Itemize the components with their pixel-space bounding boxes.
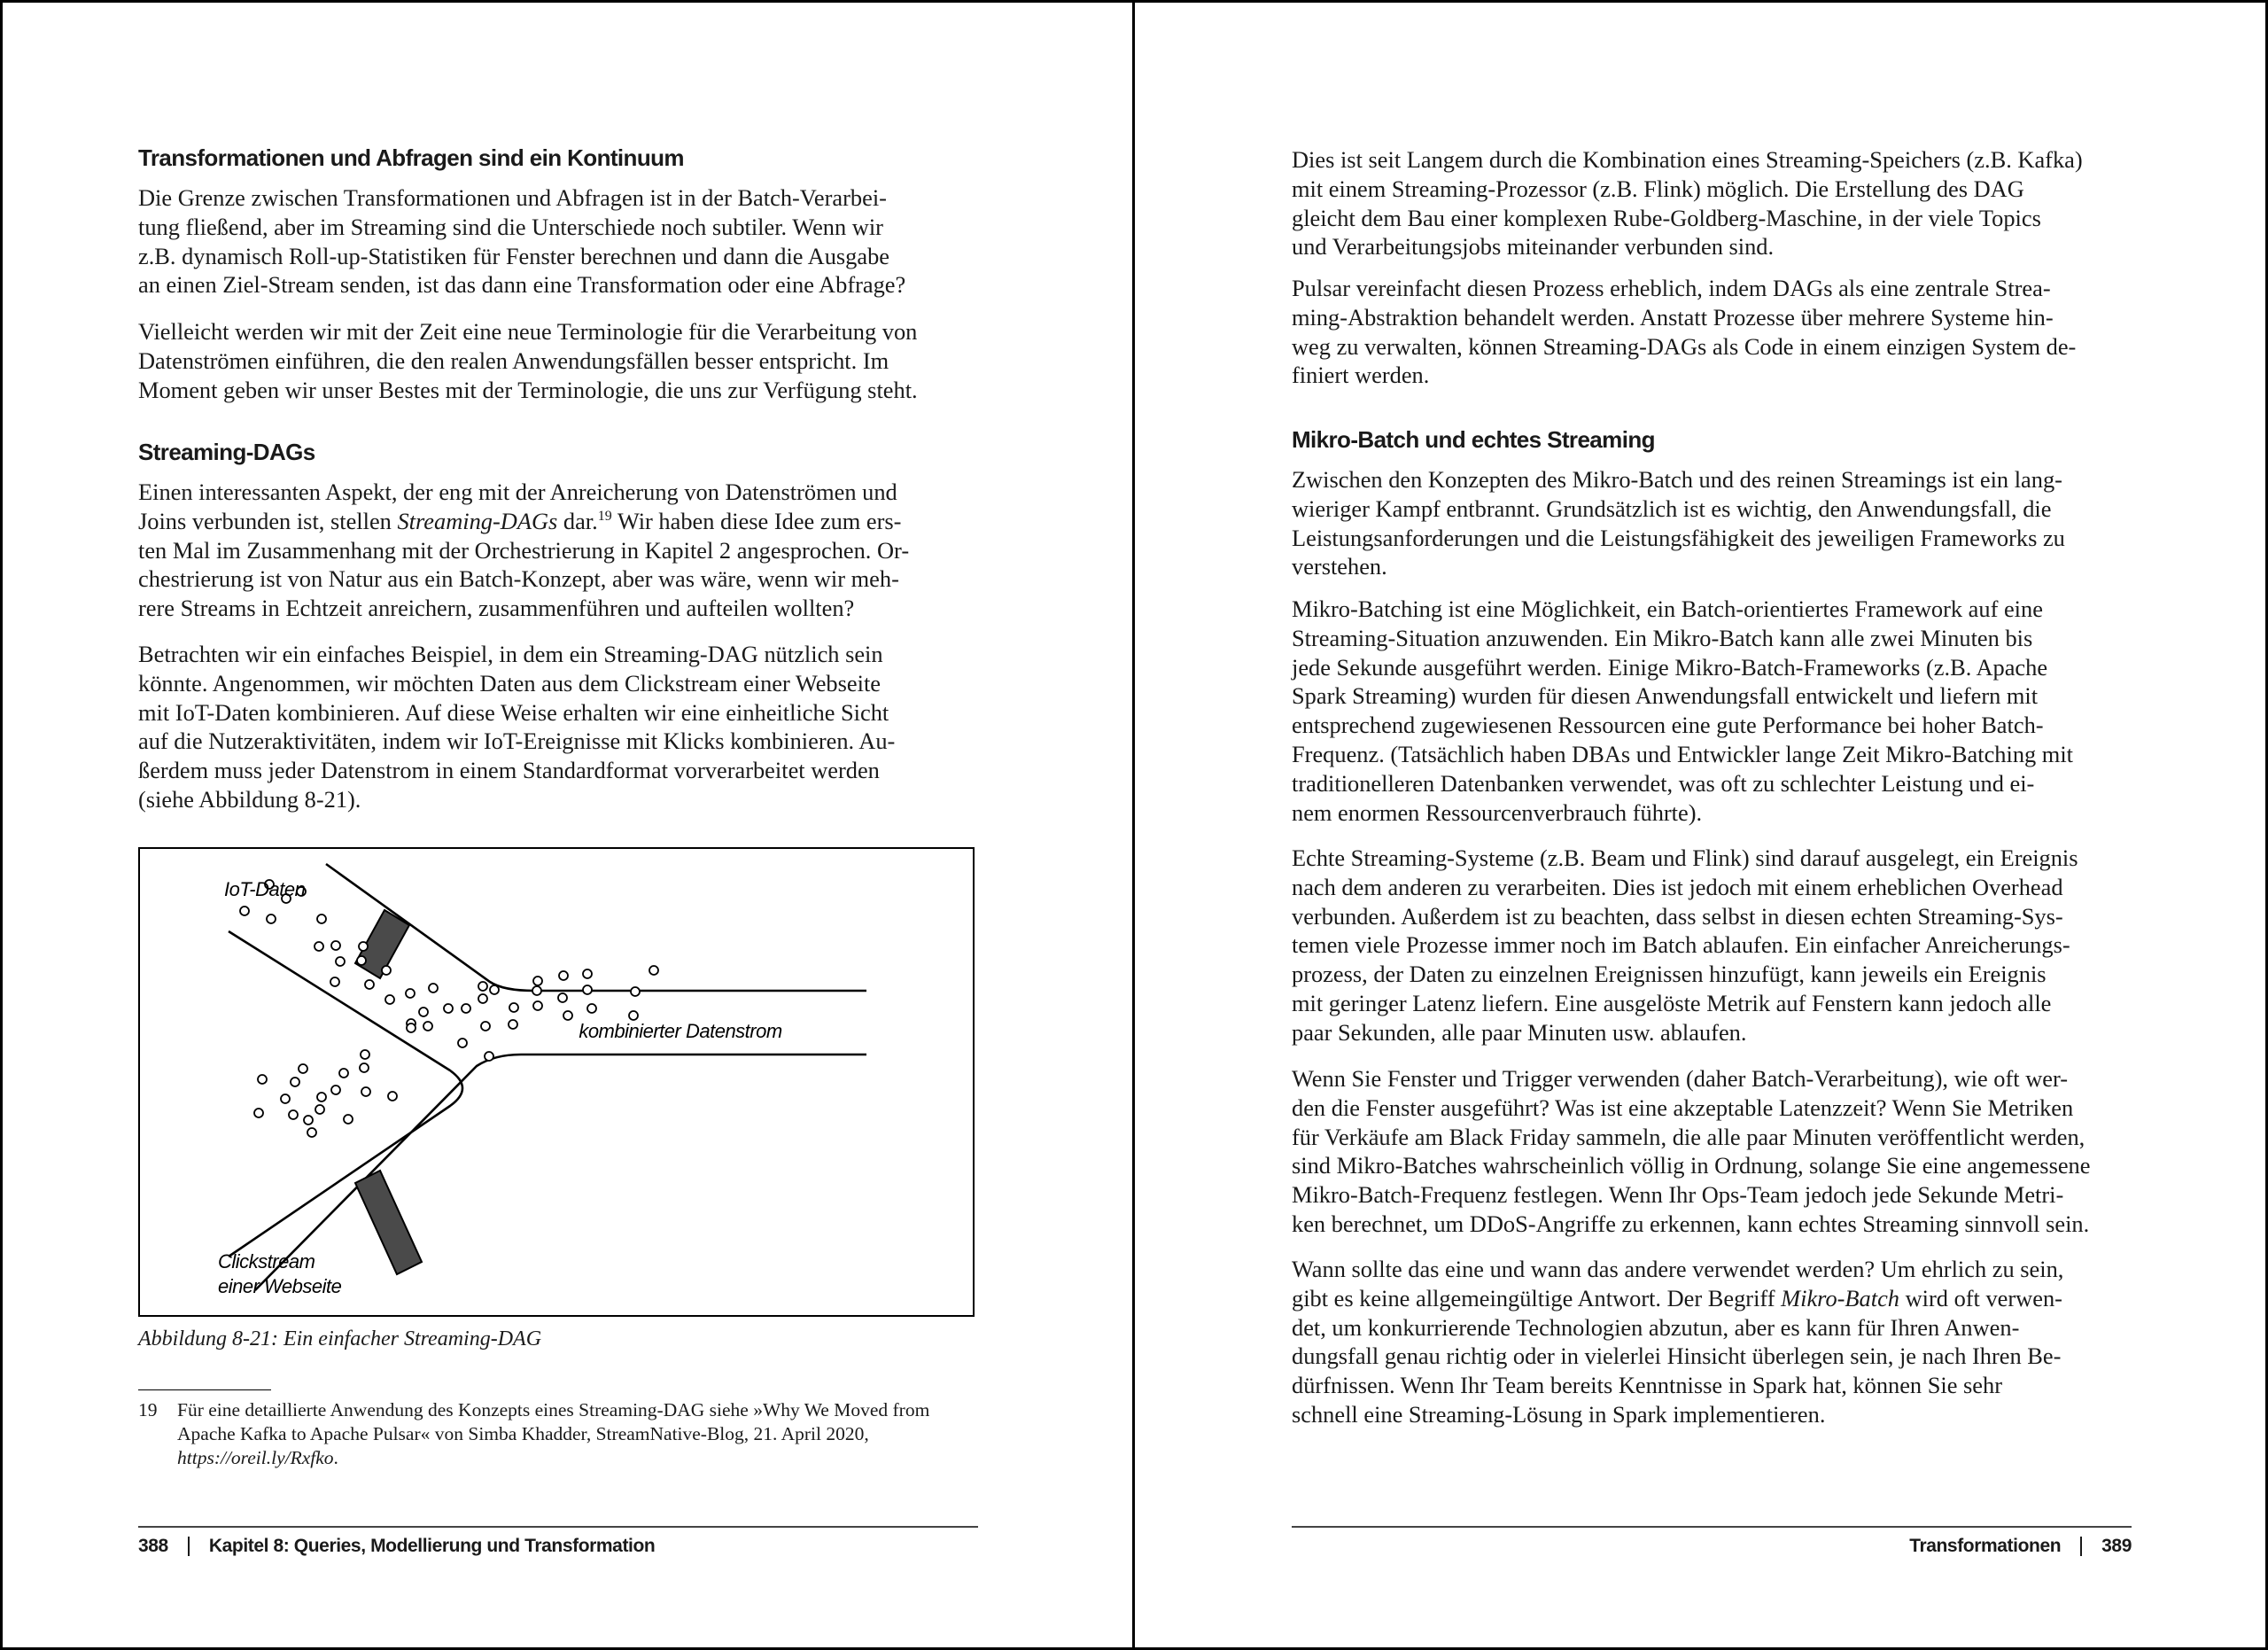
event-dot [462, 1004, 470, 1013]
text-line: schnell eine Streaming-Lösung in Spark implementieren. [1292, 1400, 1826, 1428]
text-line: ming-Abstraktion behandelt werden. Anstatt Prozesse über mehrere Systeme hin- [1292, 303, 2054, 331]
footnote-rule [138, 1389, 271, 1390]
event-dots [240, 880, 658, 1137]
text-line: Moment geben wir unser Bestes mit der Terminologie, die uns zur Verfügung steht. [138, 376, 918, 403]
footer-rule [138, 1526, 978, 1528]
event-dot [533, 1001, 542, 1010]
emphasis: Mikro-Batch [1781, 1284, 1899, 1311]
text-line: Spark Streaming) wurden für diesen Anwendungsfall entwickelt und liefern mit [1292, 682, 2039, 710]
event-dot [478, 994, 487, 1003]
section-heading-mikro-batch: Mikro-Batch und echtes Streaming [1292, 426, 1655, 453]
text-line: (siehe Abbildung 8-21). [138, 785, 361, 813]
text-line: auf die Nutzeraktivitäten, indem wir IoT-Ereignisse mit Klicks kombinieren. Au- [138, 728, 896, 755]
paragraph [1292, 274, 2132, 390]
event-dot [490, 985, 499, 994]
text-line: Mikro-Batch-Frequenz festlegen. Wenn Ihr Ops-Team jedoch jede Sekunde Metri- [1292, 1181, 2064, 1209]
figure-caption: Abbildung 8-21: Ein einfacher Streaming-DAG [138, 1327, 542, 1350]
paragraph [138, 640, 978, 814]
paragraph [138, 183, 978, 300]
footnote [138, 1398, 978, 1470]
label-iot-data: IoT-Daten [224, 878, 306, 900]
event-dot [583, 985, 592, 994]
event-dot [315, 942, 323, 951]
text-line: Echte Streaming-Systeme (z.B. Beam und Flink) sind darauf ausgelegt, ein Ereignis [1292, 844, 2078, 871]
paragraph [138, 478, 978, 623]
section-title: Transformationen [1909, 1536, 2062, 1556]
event-dot [419, 1008, 428, 1016]
paragraph [138, 317, 978, 404]
text-line: Die Grenze zwischen Transformationen und Abfragen ist in der Batch-Verarbei- [138, 184, 887, 211]
text-line: und Verarbeitungsjobs miteinander verbunden sind. [1292, 233, 1775, 261]
page-number: 388 [138, 1536, 168, 1556]
event-dot [361, 1050, 369, 1059]
text-line: Streaming-Situation anzuwenden. Ein Mikro-Batch kann alle zwei Minuten bis [1292, 624, 2033, 651]
text-line: könnte. Angenommen, wir möchten Daten aus dem Clickstream einer Webseite [138, 669, 881, 697]
event-dot [629, 1011, 638, 1020]
event-dot [429, 984, 438, 992]
text-line: nach dem anderen zu verarbeiten. Dies ist jedoch mit einem erheblichen Overhead [1292, 873, 2063, 900]
event-dot [407, 1023, 416, 1032]
event-dot [331, 1086, 340, 1094]
text-line: prozess, der Daten zu einzelnen Ereignissen hinzufügt, kann jeweils ein Ereignis [1292, 961, 2047, 988]
left-footer [138, 1536, 655, 1557]
text-line: rere Streams in Echtzeit anreichern, zusammenführen und aufteilen wollten? [138, 595, 855, 622]
text-line: an einen Ziel-Stream senden, ist das dann eine Transformation oder eine Abfrage? [138, 271, 906, 299]
chapter-title: Kapitel 8: Queries, Modellierung und Transformation [208, 1536, 656, 1556]
event-dot [509, 1003, 518, 1012]
text-line: Joins verbunden ist, stellen [138, 507, 398, 534]
event-dot [291, 1078, 299, 1086]
text-line: ken berechnet, um DDoS-Angriffe zu erkennen, kann echtes Streaming sinnvoll sein. [1292, 1210, 2090, 1237]
text-line: tung fließend, aber im Streaming sind die Unterschiede noch subtiler. Wenn wir [138, 213, 883, 240]
clickstream-preprocessor-block [355, 1171, 422, 1274]
text-line: ten Mal im Zusammenhang mit der Orchestrierung in Kapitel 2 angesprochen. Or- [138, 536, 910, 564]
text-line: z.B. dynamisch Roll-up-Statistiken für Fenster berechnen und dann die Ausgabe [138, 242, 889, 269]
paragraph [1292, 595, 2132, 827]
text-line: Wir haben diese Idee zum ers- [611, 507, 902, 534]
footer-separator [2080, 1537, 2082, 1556]
event-dot [304, 1116, 313, 1125]
event-dot [485, 1052, 493, 1061]
event-dot [509, 1020, 517, 1029]
footnote-reference[interactable]: 19 [597, 509, 612, 524]
text-line: Vielleicht werden wir mit der Zeit eine neue Terminologie für die Verarbeitung von [138, 318, 918, 345]
event-dot [357, 956, 366, 965]
text-line: weg zu verwalten, können Streaming-DAGs als Code in einem einzigen System de- [1292, 332, 2077, 360]
text-line: entsprechend zugewiesenen Ressourcen eine gute Performance bei hoher Batch- [1292, 712, 2044, 739]
event-dot [649, 966, 658, 975]
stream-inner-edge [229, 931, 462, 1257]
text-line: mit einem Streaming-Prozessor (z.B. Flink) möglich. Die Erstellung des DAG [1292, 175, 2024, 202]
event-dot [444, 1004, 453, 1013]
text-line: den die Fenster ausgeführt? Was ist eine akzeptable Latenzzeit? Wenn Sie Metriken [1292, 1094, 2074, 1121]
streaming-dag-diagram [140, 849, 976, 1319]
page-number: 389 [2101, 1536, 2132, 1556]
text-line: mit geringer Latenz liefern. Eine ausgelöste Metrik auf Fenstern kann jedoch alle [1292, 989, 2052, 1016]
event-dot [336, 957, 345, 966]
footnote-punctuation: . [333, 1447, 338, 1468]
paragraph [1292, 1064, 2132, 1239]
event-dot [478, 982, 487, 991]
text-line: dürfnissen. Wenn Ihr Team bereits Kenntnisse in Spark hat, können Sie sehr [1292, 1372, 2003, 1399]
text-line: verstehen. [1292, 553, 1387, 580]
event-dot [317, 915, 326, 923]
event-dot [258, 1075, 267, 1084]
event-dot [267, 915, 276, 923]
footnote-line: Apache Kafka to Apache Pulsar« von Simba Khadder, StreamNative-Blog, 21. April 2020, [177, 1423, 869, 1444]
text-line: Einen interessanten Aspekt, der eng mit der Anreicherung von Datenströmen und [138, 479, 897, 505]
label-clickstream-2: einer Webseite [218, 1275, 342, 1297]
footnote-number: 19 [138, 1399, 158, 1420]
event-dot [331, 941, 340, 950]
footer-separator [188, 1537, 190, 1556]
event-dot [563, 1011, 572, 1020]
paragraph [1292, 1255, 2132, 1429]
event-dot [359, 942, 368, 951]
event-dot [558, 993, 567, 1002]
text-line: mit IoT-Daten kombinieren. Auf diese Weise erhalten wir eine einheitliche Sicht [138, 698, 889, 726]
stream-lower-edge [255, 1055, 866, 1290]
event-dot [360, 1063, 369, 1072]
event-dot [382, 966, 391, 975]
footnote-line: Für eine detaillierte Anwendung des Konzepts eines Streaming-DAG siehe »Why We Moved from [177, 1399, 930, 1420]
text-line: temen viele Prozesse immer noch im Batch ablaufen. Ein einfacher Anreicherungs- [1292, 931, 2070, 959]
text-line: gibt es keine allgemeingültige Antwort. Der Begriff [1292, 1284, 1782, 1311]
text-line: für Verkäufe am Black Friday sammeln, die alle paar Minuten veröffentlicht werden, [1292, 1123, 2085, 1150]
text-line: wird oft verwen- [1899, 1284, 2062, 1311]
event-dot [307, 1128, 316, 1137]
event-dot [339, 1069, 348, 1078]
text-line: Wann sollte das eine und wann das andere verwendet werden? Um ehrlich zu sein, [1292, 1256, 2064, 1282]
event-dot [254, 1109, 263, 1117]
figure-streaming-dag [138, 847, 975, 1317]
event-dot [406, 989, 415, 998]
event-dot [315, 1105, 324, 1114]
text-line: det, um konkurrierende Technologien abzutun, aber es kann für Ihren Anwen- [1292, 1313, 2020, 1341]
event-dot [240, 907, 249, 915]
event-dot [330, 977, 339, 986]
event-dot [361, 1087, 370, 1096]
event-dot [631, 987, 640, 996]
event-dot [458, 1039, 467, 1047]
event-dot [532, 986, 541, 995]
text-line: Dies ist seit Langem durch die Kombination eines Streaming-Speichers (z.B. Kafka) [1292, 146, 2083, 173]
footnote-link[interactable]: https://oreil.ly/Rxfko [177, 1447, 334, 1468]
section-heading-streaming-dags: Streaming-DAGs [138, 439, 315, 465]
text-line: traditionelleren Datenbanken verwendet, was oft zu schlechter Leistung und ei- [1292, 769, 2035, 797]
event-dot [385, 995, 394, 1004]
text-line: wieriger Kampf entbrannt. Grundsätzlich ist es wichtig, den Anwendungsfall, die [1292, 494, 2052, 522]
text-line: gleicht dem Bau einer komplexen Rube-Goldberg-Maschine, in der viele Topics [1292, 204, 2041, 231]
label-clickstream-1: Clickstream [218, 1250, 315, 1273]
right-page [1292, 0, 2132, 1650]
event-dot [289, 1110, 298, 1119]
paragraph [1292, 844, 2132, 1047]
paragraph [1292, 465, 2132, 581]
page-gutter [1132, 0, 1135, 1650]
paragraph [1292, 145, 2132, 261]
text-line: nem enormen Ressourcenverbrauch führte). [1292, 798, 1703, 826]
event-dot [388, 1092, 397, 1101]
event-dot [533, 977, 542, 985]
emphasis: Streaming-DAGs [397, 507, 558, 534]
text-line: chestrierung ist von Natur aus ein Batch-Konzept, aber was wäre, wenn wir meh- [138, 565, 899, 593]
event-dot [365, 980, 374, 989]
text-line: dungsfall genau richtig oder in vielerlei Hinsicht überlegen sein, je nach Ihren Be- [1292, 1343, 2062, 1370]
event-dot [481, 1022, 490, 1031]
event-dot [587, 1004, 596, 1013]
section-heading-kontinuum: Transformationen und Abfragen sind ein Kontinuum [138, 144, 684, 171]
text-line: paar Sekunden, alle paar Minuten usw. ablaufen. [1292, 1018, 1747, 1046]
text-line: sind Mikro-Batches wahrscheinlich völlig in Ordnung, solange Sie eine angemessene [1292, 1152, 2091, 1179]
text-line: dar. [557, 507, 598, 534]
text-line: ßerdem muss jeder Datenstrom in einem Standardformat vorverarbeitet werden [138, 757, 880, 784]
text-line: Leistungsanforderungen und die Leistungsfähigkeit des jeweiligen Frameworks zu [1292, 524, 2065, 551]
text-line: finiert werden. [1292, 362, 1430, 389]
text-line: Betrachten wir ein einfaches Beispiel, in dem ein Streaming-DAG nützlich sein [138, 641, 883, 667]
event-dot [317, 1093, 326, 1101]
event-dot [583, 969, 592, 978]
text-line: Wenn Sie Fenster und Trigger verwenden (daher Batch-Verarbeitung), wie oft wer- [1292, 1065, 2069, 1092]
event-dot [299, 1064, 307, 1073]
event-dot [281, 1094, 290, 1103]
text-line: jede Sekunde ausgeführt werden. Einige Mikro-Batch-Frameworks (z.B. Apache [1292, 653, 2048, 681]
text-line: Pulsar vereinfacht diesen Prozess erheblich, indem DAGs als eine zentrale Strea- [1292, 275, 2051, 301]
right-footer [1909, 1536, 2132, 1557]
left-page [138, 0, 978, 1650]
text-line: Datenströmen einführen, die den realen Anwendungsfällen besser entspricht. Im [138, 346, 889, 374]
text-line: verbunden. Außerdem ist zu beachten, dass selbst in diesen echten Streaming-Sys- [1292, 902, 2063, 930]
event-dot [344, 1115, 353, 1124]
text-line: Frequenz. (Tatsächlich haben DBAs und Entwickler lange Zeit Mikro-Batching mit [1292, 740, 2073, 767]
label-combined-stream: kombinierter Datenstrom [579, 1020, 782, 1042]
event-dot [423, 1022, 432, 1031]
event-dot [559, 971, 568, 980]
footer-rule [1292, 1526, 2132, 1528]
text-line: Zwischen den Konzepten des Mikro-Batch und des reinen Streamings ist ein lang- [1292, 466, 2062, 493]
text-line: Mikro-Batching ist eine Möglichkeit, ein Batch-orientiertes Framework auf eine [1292, 595, 2043, 622]
